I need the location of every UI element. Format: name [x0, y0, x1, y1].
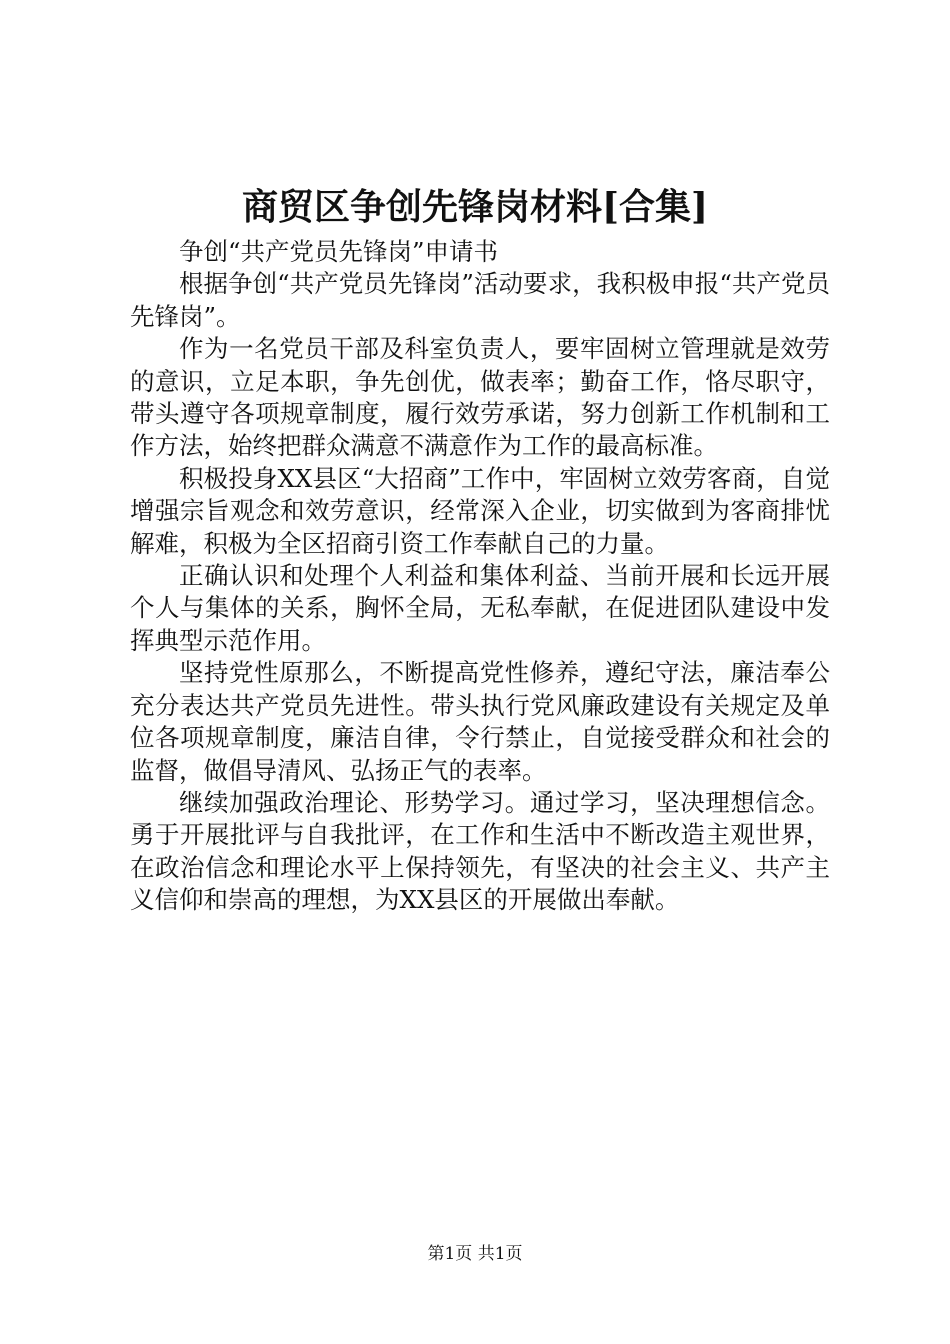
paragraph: 正确认识和处理个人利益和集体利益、当前开展和长远开展个人与集体的关系，胸怀全局，无私奉献，在促进团队建设中发挥典型示范作用。 — [130, 561, 830, 655]
document-body — [130, 236, 830, 917]
paragraph: 作为一名党员干部及科室负责人，要牢固树立管理就是效劳的意识，立足本职，争先创优，做表率；勤奋工作，恪尽职守，带头遵守各项规章制度，履行效劳承诺，努力创新工作机制和工作方法，始终把群众满意不满意作为工作的最高标准。 — [130, 334, 830, 461]
paragraph: 积极投身XX县区“大招商”工作中，牢固树立效劳客商，自觉增强宗旨观念和效劳意识，经常深入企业，切实做到为客商排忧解难，积极为全区招商引资工作奉献自己的力量。 — [130, 463, 830, 558]
paragraph: 根据争创“共产党员先锋岗”活动要求，我积极申报“共产党员先锋岗”。 — [130, 269, 830, 331]
document-title: 商贸区争创先锋岗材料[合集] — [241, 186, 709, 228]
page-number-footer: 第1页 共1页 — [427, 1244, 523, 1264]
paragraph-application-heading: 争创“共产党员先锋岗”申请书 — [179, 237, 499, 266]
paragraph: 继续加强政治理论、形势学习。通过学习，坚决理想信念。勇于开展批评与自我批评，在工作和生活中不断改造主观世界，在政治信念和理论水平上保持领先，有坚决的社会主义、共产主义信仰和崇高的理想，为XX县区的开展做出奉献。 — [130, 787, 830, 915]
paragraph: 坚持党性原那么，不断提高党性修养，遵纪守法，廉洁奉公充分表达共产党员先进性。带头执行党风廉政建设有关规定及单位各项规章制度，廉洁自律，令行禁止，自觉接受群众和社会的监督，做倡导清风、弘扬正气的表率。 — [130, 658, 830, 785]
